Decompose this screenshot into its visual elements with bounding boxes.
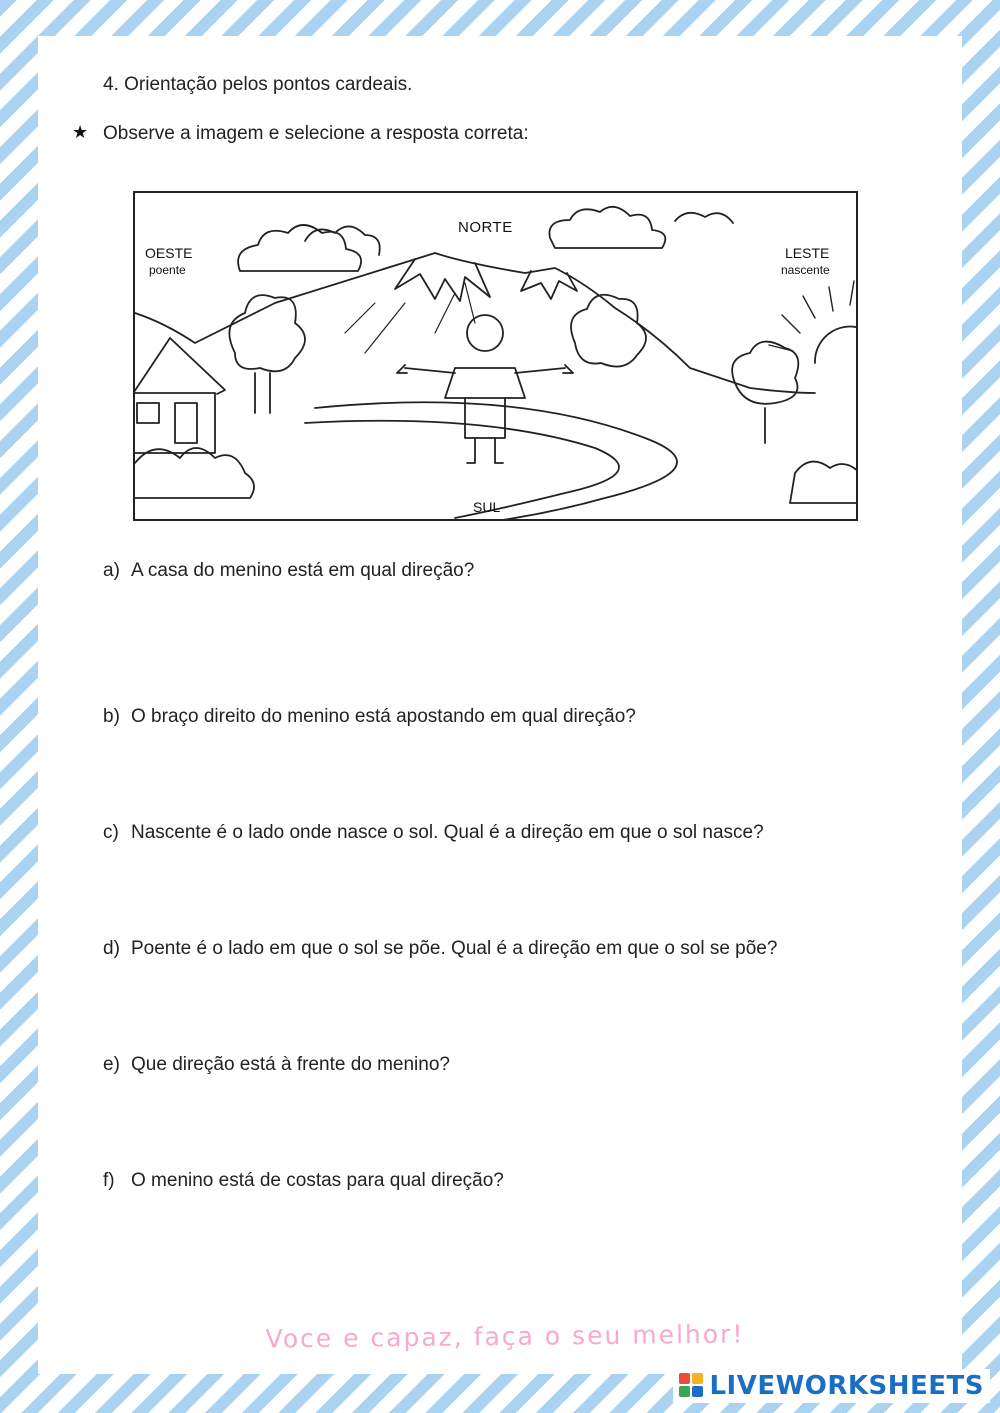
cloud-right [549,207,665,248]
bush-right [790,462,858,503]
question-c [103,822,764,844]
question-letter: e) [103,1054,120,1075]
question-b [103,706,636,728]
instruction-text: Observe a imagem e selecione a resposta correta: [103,123,529,144]
motivational-footer: Voce e capaz, faça o seu melhor! [265,1319,745,1354]
label-south: SUL [473,499,501,515]
question-text: O braço direito do menino está apostando em qual direção? [131,706,636,727]
bush-left [135,448,254,498]
tree-right [571,295,646,367]
question-text: O menino está de costas para qual direção? [131,1170,504,1191]
liveworksheets-brand[interactable] [673,1369,990,1403]
label-east-sub: nascente [781,263,830,277]
exercise-heading: 4. Orientação pelos pontos cardeais. [103,74,413,95]
label-west: OESTE [145,245,193,261]
question-e [103,1054,450,1076]
label-north: NORTE [458,219,513,236]
question-letter: a) [103,560,120,581]
question-text: Poente é o lado em que o sol se põe. Qual é a direção em que o sol se põe? [131,938,778,959]
question-letter: b) [103,706,120,727]
question-letter: c) [103,822,119,843]
star-bullet-icon: ★ [72,122,89,142]
liveworksheets-logo-icon [679,1373,705,1399]
question-a [103,560,474,582]
boy-shirt [445,368,525,398]
cardinal-points-illustration [133,191,858,521]
question-text: Nascente é o lado onde nasce o sol. Qual é a direção em que o sol nasce? [131,822,764,843]
question-letter: f) [103,1170,115,1191]
question-text: A casa do menino está em qual direção? [131,560,475,581]
question-d [103,938,777,960]
landscape-drawing [135,193,858,521]
label-west-sub: poente [149,263,186,277]
label-east: LESTE [785,245,830,261]
question-f [103,1170,504,1192]
cloud-left [238,225,361,271]
question-letter: d) [103,938,120,959]
boy-head [467,315,503,351]
sun [815,327,858,363]
question-text: Que direção está à frente do menino? [131,1054,450,1075]
brand-name: LIVEWORKSHEETS [709,1371,984,1401]
